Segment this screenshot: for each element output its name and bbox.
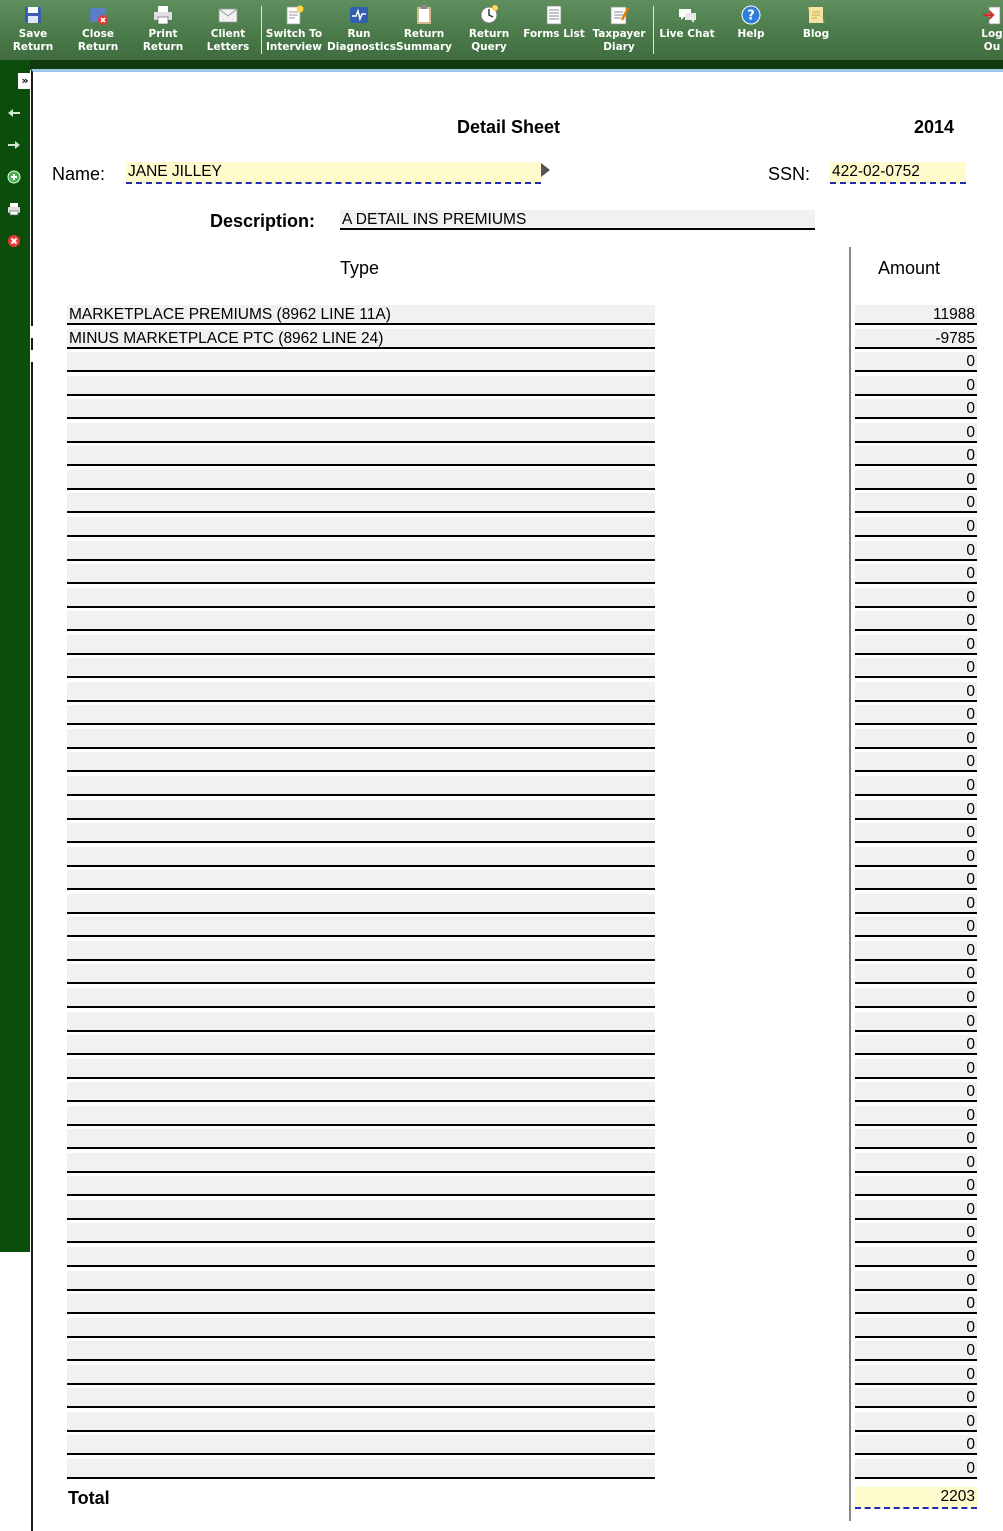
amount-cell[interactable]	[855, 1388, 977, 1408]
amount-cell[interactable]	[855, 800, 977, 820]
toolbar-button-label: Forms List	[523, 28, 585, 40]
amount-cell[interactable]	[855, 1271, 977, 1291]
amount-cell[interactable]	[855, 1435, 977, 1455]
diary-icon	[608, 4, 630, 26]
toolbar-button-label: Blog	[802, 28, 830, 40]
total-field	[855, 1487, 977, 1509]
amount-cell[interactable]	[855, 564, 977, 584]
amount-cell[interactable]	[855, 1247, 977, 1267]
amount-cell[interactable]	[855, 1059, 977, 1079]
toolbar-button-close-return[interactable]	[66, 4, 130, 54]
add-icon[interactable]	[6, 169, 22, 185]
amount-cell-value: 0	[966, 683, 975, 700]
toolbar-button-label: Log Ou	[981, 28, 1003, 53]
type-cell[interactable]	[67, 470, 655, 490]
amount-cell-value: 0	[966, 1130, 975, 1147]
name-pointer-arrow-icon[interactable]	[541, 163, 550, 177]
amount-cell-value: 0	[966, 636, 975, 653]
type-cell[interactable]	[67, 564, 655, 584]
amount-cell[interactable]	[855, 894, 977, 914]
toolbar-separator	[261, 6, 262, 54]
type-cell[interactable]	[67, 1176, 655, 1196]
ssn-label: SSN:	[768, 164, 811, 184]
toolbar-button-print-return[interactable]	[131, 4, 195, 54]
name-value: JANE JILLEY	[128, 163, 222, 180]
amount-cell[interactable]	[855, 1176, 977, 1196]
delete-icon[interactable]	[6, 233, 22, 249]
amount-cell[interactable]	[855, 729, 977, 749]
amount-cell[interactable]	[855, 635, 977, 655]
amount-cell-value: 0	[966, 659, 975, 676]
row-marker	[30, 350, 34, 362]
description-field[interactable]	[340, 210, 815, 230]
type-cell[interactable]	[67, 1059, 655, 1079]
amount-cell-value: 0	[966, 1083, 975, 1100]
type-cell[interactable]	[67, 682, 655, 702]
type-cell[interactable]	[67, 729, 655, 749]
amount-cell-value: 0	[966, 1060, 975, 1077]
amount-cell-value: 0	[966, 1319, 975, 1336]
amount-cell-value: 0	[966, 1013, 975, 1030]
amount-cell[interactable]	[855, 1318, 977, 1338]
type-cell[interactable]	[67, 1012, 655, 1032]
type-cell[interactable]	[67, 964, 655, 984]
amount-cell-value: 0	[966, 1413, 975, 1430]
arrow-left-icon[interactable]	[6, 105, 22, 121]
type-cell[interactable]	[67, 329, 655, 349]
type-cell[interactable]	[67, 493, 655, 513]
amount-cell-value: 0	[966, 1460, 975, 1477]
type-cell-value: MINUS MARKETPLACE PTC (8962 LINE 24)	[69, 330, 384, 347]
help-icon	[740, 4, 762, 26]
type-cell[interactable]	[67, 917, 655, 937]
amount-cell-value: 0	[966, 471, 975, 488]
toolbar-button-help[interactable]	[719, 4, 783, 41]
amount-cell[interactable]	[855, 352, 977, 372]
amount-cell-value: 0	[966, 1295, 975, 1312]
amount-cell[interactable]	[855, 776, 977, 796]
toolbar-button-label: Return Query	[468, 28, 510, 53]
amount-cell-value: 0	[966, 777, 975, 794]
amount-cell[interactable]	[855, 988, 977, 1008]
type-column-header: Type	[340, 258, 380, 278]
amount-cell[interactable]	[855, 1106, 977, 1126]
amount-cell[interactable]	[855, 446, 977, 466]
amount-cell[interactable]	[855, 1294, 977, 1314]
amount-cell-value: 0	[966, 871, 975, 888]
logout-icon	[981, 4, 1003, 26]
toolbar-button-label: Return Summary	[395, 28, 453, 53]
amount-cell-value: 0	[966, 1248, 975, 1265]
amount-cell-value: 0	[966, 730, 975, 747]
type-cell[interactable]	[67, 1129, 655, 1149]
type-cell[interactable]	[67, 1365, 655, 1385]
amount-cell[interactable]	[855, 470, 977, 490]
clipboard-icon	[413, 4, 435, 26]
toolbar-button-label: Print Return	[142, 28, 184, 53]
toolbar-button-save-return[interactable]	[1, 4, 65, 54]
type-cell[interactable]	[67, 399, 655, 419]
interview-icon	[283, 4, 305, 26]
amount-cell-value: 0	[966, 1389, 975, 1406]
type-cell[interactable]	[67, 1318, 655, 1338]
toolbar-separator	[653, 6, 654, 54]
description-label: Description:	[210, 211, 316, 231]
type-cell[interactable]	[67, 1106, 655, 1126]
name-field[interactable]	[126, 162, 541, 184]
amount-cell[interactable]	[855, 1223, 977, 1243]
amount-cell-value: 0	[966, 753, 975, 770]
envelope-icon	[217, 4, 239, 26]
type-cell[interactable]	[67, 446, 655, 466]
type-cell[interactable]	[67, 376, 655, 396]
amount-cell[interactable]	[855, 1153, 977, 1173]
amount-cell-value: 0	[966, 1436, 975, 1453]
toolbar-button-return-query[interactable]	[457, 4, 521, 54]
left-rail	[0, 60, 30, 1252]
toolbar-button-taxpayer-diary[interactable]	[587, 4, 651, 54]
amount-cell[interactable]	[855, 493, 977, 513]
type-cell[interactable]	[67, 1223, 655, 1243]
amount-cell-value: 0	[966, 1272, 975, 1289]
amount-cell-value: 0	[966, 589, 975, 606]
type-cell[interactable]	[67, 1459, 655, 1479]
amount-cell[interactable]	[855, 941, 977, 961]
amount-cell-value: 0	[966, 918, 975, 935]
type-cell[interactable]	[67, 1153, 655, 1173]
amount-cell-value: 0	[966, 353, 975, 370]
amount-cell[interactable]	[855, 823, 977, 843]
amount-column-header: Amount	[878, 258, 941, 278]
toolbar-button-run-diagnostics[interactable]	[327, 4, 396, 54]
amount-cell-value: 0	[966, 542, 975, 559]
tax-year: 2014	[914, 117, 955, 137]
type-cell[interactable]	[67, 517, 655, 537]
column-divider	[849, 247, 851, 1521]
amount-cell[interactable]	[855, 682, 977, 702]
type-cell[interactable]	[67, 1035, 655, 1055]
type-cell[interactable]	[67, 941, 655, 961]
amount-cell[interactable]	[855, 917, 977, 937]
amount-cell[interactable]	[855, 847, 977, 867]
amount-cell[interactable]	[855, 1200, 977, 1220]
type-cell[interactable]	[67, 1271, 655, 1291]
amount-cell[interactable]	[855, 517, 977, 537]
amount-cell-value: 11988	[933, 306, 975, 323]
amount-cell-value: 0	[966, 400, 975, 417]
type-cell[interactable]	[67, 752, 655, 772]
type-cell[interactable]	[67, 635, 655, 655]
toolbar-button-log-ou[interactable]	[960, 4, 1003, 54]
amount-cell[interactable]	[855, 964, 977, 984]
diagnostics-icon	[348, 4, 370, 26]
amount-cell-value: 0	[966, 447, 975, 464]
type-cell-value: MARKETPLACE PREMIUMS (8962 LINE 11A)	[69, 306, 391, 323]
type-cell[interactable]	[67, 1412, 655, 1432]
amount-cell-value: 0	[966, 565, 975, 582]
query-icon	[478, 4, 500, 26]
type-cell[interactable]	[67, 1200, 655, 1220]
type-cell[interactable]	[67, 705, 655, 725]
ssn-value: 422-02-0752	[832, 163, 920, 180]
amount-cell-value: 0	[966, 848, 975, 865]
toolbar-button-label: Save Return	[12, 28, 54, 53]
amount-cell-value: 0	[966, 494, 975, 511]
total-value: 2203	[940, 1488, 975, 1505]
amount-cell[interactable]	[855, 611, 977, 631]
toolbar-button-label: Live Chat	[659, 28, 715, 40]
amount-cell-value: 0	[966, 942, 975, 959]
amount-cell[interactable]	[855, 541, 977, 561]
toolbar-button-return-summary[interactable]	[392, 4, 456, 54]
type-cell[interactable]	[67, 1247, 655, 1267]
save-icon	[22, 4, 44, 26]
toolbar-button-forms-list[interactable]	[522, 4, 586, 41]
main-toolbar	[0, 0, 1003, 61]
amount-cell[interactable]	[855, 423, 977, 443]
type-cell[interactable]	[67, 800, 655, 820]
page-title: Detail Sheet	[457, 117, 561, 137]
amount-cell[interactable]	[855, 1459, 977, 1479]
row-marker	[30, 326, 34, 338]
toolbar-button-label: Help	[737, 28, 765, 40]
type-cell[interactable]	[67, 847, 655, 867]
toolbar-button-client-letters[interactable]	[196, 4, 260, 54]
toolbar-button-switch-to-interview[interactable]	[262, 4, 326, 54]
type-cell[interactable]	[67, 870, 655, 890]
amount-cell[interactable]	[855, 870, 977, 890]
amount-cell[interactable]	[855, 305, 977, 325]
toolbar-button-live-chat[interactable]	[655, 4, 719, 41]
amount-cell[interactable]	[855, 1129, 977, 1149]
amount-cell-value: 0	[966, 965, 975, 982]
toolbar-button-label: Client Letters	[206, 28, 250, 53]
amount-cell[interactable]	[855, 376, 977, 396]
toolbar-button-blog[interactable]	[784, 4, 848, 41]
amount-cell-value: 0	[966, 377, 975, 394]
amount-cell-value: 0	[966, 706, 975, 723]
type-cell[interactable]	[67, 658, 655, 678]
amount-cell-value: 0	[966, 1201, 975, 1218]
amount-cell[interactable]	[855, 1365, 977, 1385]
ssn-field[interactable]	[830, 162, 966, 184]
amount-cell-value: 0	[966, 1224, 975, 1241]
amount-cell-value: 0	[966, 1342, 975, 1359]
amount-cell[interactable]	[855, 1035, 977, 1055]
type-cell[interactable]	[67, 823, 655, 843]
svg-text:?: ?	[747, 8, 755, 24]
type-cell[interactable]	[67, 988, 655, 1008]
expand-toggle[interactable]: »	[18, 73, 32, 89]
amount-cell-value: 0	[966, 1154, 975, 1171]
arrow-right-icon[interactable]	[6, 137, 22, 153]
amount-cell-value: 0	[966, 1036, 975, 1053]
type-cell[interactable]	[67, 352, 655, 372]
amount-cell-value: 0	[966, 424, 975, 441]
list-icon	[543, 4, 565, 26]
chat-icon	[676, 4, 698, 26]
printer-icon	[152, 4, 174, 26]
type-cell[interactable]	[67, 1388, 655, 1408]
type-cell[interactable]	[67, 423, 655, 443]
amount-cell-value: 0	[966, 1366, 975, 1383]
amount-cell-value: 0	[966, 989, 975, 1006]
close-return-icon	[87, 4, 109, 26]
blog-icon	[805, 4, 827, 26]
print-icon[interactable]	[6, 201, 22, 217]
amount-cell-value: 0	[966, 801, 975, 818]
toolbar-button-label: Taxpayer Diary	[592, 28, 646, 53]
type-cell[interactable]	[67, 1294, 655, 1314]
amount-cell[interactable]	[855, 588, 977, 608]
amount-cell-value: 0	[966, 895, 975, 912]
amount-cell[interactable]	[855, 1341, 977, 1361]
type-cell[interactable]	[67, 541, 655, 561]
type-cell[interactable]	[67, 776, 655, 796]
amount-cell[interactable]	[855, 752, 977, 772]
name-label: Name:	[52, 164, 106, 184]
amount-cell[interactable]	[855, 399, 977, 419]
total-label: Total	[68, 1488, 110, 1508]
toolbar-button-label: Run Diagnostics	[327, 28, 396, 53]
amount-cell-value: 0	[966, 824, 975, 841]
amount-cell[interactable]	[855, 658, 977, 678]
amount-cell[interactable]	[855, 1012, 977, 1032]
amount-cell-value: 0	[966, 612, 975, 629]
amount-cell-value: 0	[966, 1107, 975, 1124]
amount-cell[interactable]	[855, 705, 977, 725]
type-cell[interactable]	[67, 1341, 655, 1361]
type-cell[interactable]	[67, 611, 655, 631]
amount-cell-value: 0	[966, 1177, 975, 1194]
type-cell[interactable]	[67, 894, 655, 914]
toolbar-button-label: Switch To Interview	[265, 28, 323, 53]
type-cell[interactable]	[67, 305, 655, 325]
amount-cell[interactable]	[855, 1082, 977, 1102]
description-value: A DETAIL INS PREMIUMS	[342, 211, 527, 228]
amount-cell-value: -9785	[935, 330, 975, 347]
amount-cell[interactable]	[855, 1412, 977, 1432]
type-cell[interactable]	[67, 1435, 655, 1455]
amount-cell[interactable]	[855, 329, 977, 349]
toolbar-button-label: Close Return	[77, 28, 119, 53]
type-cell[interactable]	[67, 1082, 655, 1102]
type-cell[interactable]	[67, 588, 655, 608]
amount-cell-value: 0	[966, 518, 975, 535]
